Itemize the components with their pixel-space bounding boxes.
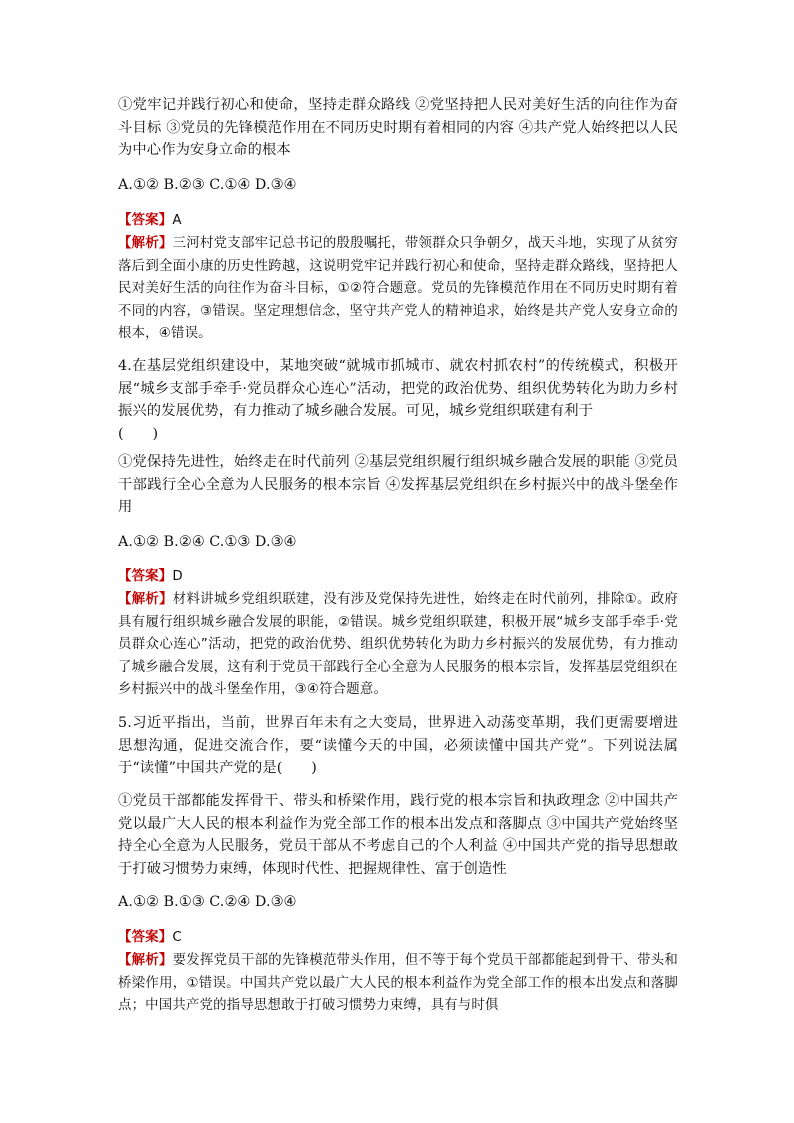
answer-paren: ( ): [118, 425, 159, 442]
analysis-text: 要发挥党员干部的先锋模范带头作用，但不等于每个党员干部都能起到骨干、带头和桥梁作用，①错误。中国共产党以最广大人民的根本利益作为党全部工作的根本出发点和落脚点；中国共产党的指导思想敢于打破习惯势力束缚，具有与时俱: [118, 953, 678, 1013]
q4-answer: [118, 566, 678, 589]
q3-choices: A.①② B.②③ C.①④ D.③④: [118, 177, 297, 193]
answer-value: D: [172, 569, 183, 584]
q4-choices: A.①② B.②④ C.①③ D.③④: [118, 534, 297, 550]
q5-analysis: [118, 950, 678, 1018]
answer-tag: 【答案】: [118, 930, 173, 945]
q5-choices: A.①② B.①③ C.②④ D.③④: [118, 894, 297, 910]
q3-analysis: [118, 233, 678, 346]
q5-options: ①党员干部都能发挥骨干、带头和桥梁作用，践行党的根本宗旨和执政理念 ②中国共产党以最广大人民的根本利益作为党全部工作的根本出发点和落脚点 ③中国共产党始终坚持全心全意为人民服务，党员干部从不考虑自己的个人利益 ④中国共产党的指导思想敢于打破习惯势力束缚，体现时代性、把握规律性、富于创造性: [118, 793, 678, 877]
answer-tag: 【答案】: [118, 213, 173, 228]
q4-options: ①党保持先进性，始终走在时代前列 ②基层党组织履行组织城乡融合发展的职能 ③党员干部践行全心全意为人民服务的根本宗旨 ④发挥基层党组织在乡村振兴中的战斗堡垒作用: [118, 454, 678, 515]
q4-analysis: [118, 589, 678, 702]
answer-value: C: [172, 930, 182, 945]
q3-options: ①党牢记并践行初心和使命，坚持走群众路线 ②党坚持把人民对美好生活的向往作为奋斗目标 ③党员的先锋模范作用在不同历史时期有着相同的内容 ④共产党人始终把以人民为中心作为安身立命的根本: [118, 97, 678, 158]
q5-stem: 5.习近平指出，当前，世界百年未有之大变局，世界进入动荡变革期，我们更需要增进思想沟通，促进交流合作，要“读懂今天的中国，必须读懂中国共产党”。下列说法属于“读懂”中国共产党的是( ): [118, 715, 678, 776]
analysis-text: 三河村党支部牢记总书记的殷殷嘱托，带领群众只争朝夕，战天斗地，实现了从贫穷落后到全面小康的历史性跨越，这说明党牢记并践行初心和使命，坚持走群众路线，坚持把人民对美好生活的向往作为奋斗目标，①②符合题意。党员的先锋模范作用在不同历史时期有着不同的内容，③错误。坚定理想信念，坚守共产党人的精神追求，始终是共产党人安身立命的根本，④错误。: [118, 236, 678, 341]
q4-stem-text: 4.在基层党组织建设中，某地突破“就城市抓城市、就农村抓农村”的传统模式，积极开展“城乡支部手牵手·党员群众心连心”活动，把党的政治优势、组织优势转化为助力乡村振兴的发展优势，有力推动了城乡融合发展。可见，城乡党组织联建有利于: [118, 358, 678, 419]
q3-answer: [118, 210, 678, 233]
analysis-tag: 【解析】: [118, 592, 173, 607]
analysis-tag: 【解析】: [118, 236, 173, 251]
q5-answer: [118, 927, 678, 950]
q4-stem: [118, 355, 678, 445]
analysis-tag: 【解析】: [118, 953, 173, 968]
answer-value: A: [172, 213, 182, 228]
analysis-text: 材料讲城乡党组织联建，没有涉及党保持先进性，始终走在时代前列，排除①。政府具有履行组织城乡融合发展的职能，②错误。城乡党组织联建，积极开展“城乡支部手牵手·党员群众心连心”活动，把党的政治优势、组织优势转化为助力乡村振兴的发展优势，有力推动了城乡融合发展，这有利于党员干部践行全心全意为人民服务的根本宗旨，发挥基层党组织在乡村振兴中的战斗堡垒作用，③④符合题意。: [118, 592, 678, 697]
answer-tag: 【答案】: [118, 569, 173, 584]
